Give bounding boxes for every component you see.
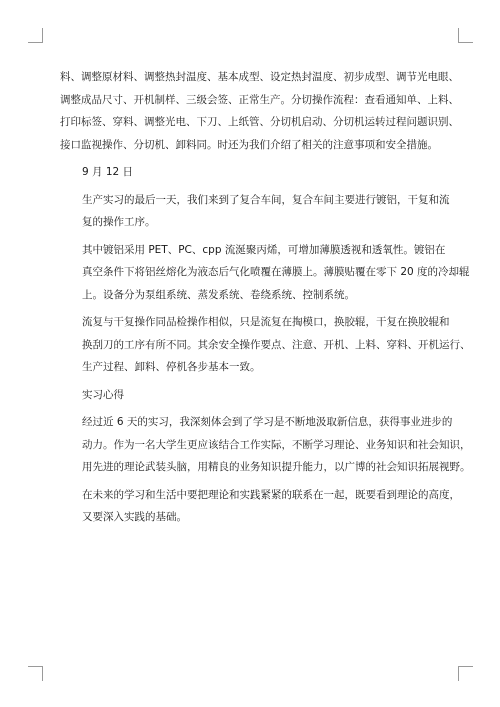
paragraph <box>60 66 459 156</box>
document-body <box>60 66 471 534</box>
text-line: 生产过程、卸料、停机各步基本一致。 <box>82 361 261 373</box>
text-line: 经过近 6 天的实习，我深刻体会到了学习是不断地汲取新信息，获得事业进步的 <box>82 416 453 428</box>
text-line: 打印标签、穿料、调整光电、下刀、上纸管、分切机启动、分切机运转过程问题识别、 <box>60 116 459 128</box>
text-line: 在未来的学习和生活中要把理论和实践紧紧的联系在一起，既要看到理论的高度， <box>82 488 460 501</box>
paragraph <box>60 239 470 307</box>
text-line: 实习心得 <box>82 388 124 401</box>
text-line: 调整成品尺寸、开机制样、三级会签、正常生产。分切操作流程：查看通知单、上料、 <box>60 93 459 106</box>
text-line: 料、调整原材料、调整热封温度、基本成型、设定热封温度、初步成型、调节光电眼、 <box>60 71 459 83</box>
text-line: 接口监视操作、分切机、卸料同。时还为我们介绍了相关的注意事项和安全措施。 <box>60 138 438 151</box>
text-line: 动力。作为一名大学生更应该结合工作实际，不断学习理论、业务知识和社会知识， <box>82 438 471 451</box>
paragraph <box>60 411 471 479</box>
text-line: 其中镀铝采用 PET、PC、cpp 流涎聚丙烯，可增加薄膜透视和透氧性。镀铝在 <box>82 243 446 256</box>
paragraph <box>60 484 460 529</box>
text-line: 9 月 12 日 <box>82 166 134 178</box>
text-line: 真空条件下将铝丝熔化为液态后气化喷覆在薄膜上。薄膜贴覆在零下 20 度的冷却辊 <box>82 266 470 278</box>
crop-mark-top-left <box>28 28 43 43</box>
crop-mark-bottom-right <box>458 666 473 681</box>
text-line: 复的操作工序。 <box>82 216 156 228</box>
paragraph <box>60 384 445 407</box>
text-line: 生产实习的最后一天，我们来到了复合车间，复合车间主要进行镀铝，干复和流 <box>82 193 450 206</box>
paragraph <box>60 189 450 234</box>
text-line: 流复与干复操作同品检操作相似，只是流复在掏模口，换胶辊，干复在换胶辊和 <box>82 316 450 328</box>
text-line: 用先进的理论武装头脑，用精良的业务知识提升能力，以广博的社会知识拓展视野。 <box>82 461 471 473</box>
text-line: 又要深入实践的基础。 <box>82 511 187 523</box>
text-line: 上。设备分为泵组系统、蒸发系统、卷绕系统、控制系统。 <box>82 288 355 301</box>
text-line: 换刮刀的工序有所不同。其余安全操作要点、注意、开机、上料、穿料、开机运行、 <box>82 338 471 351</box>
crop-mark-bottom-left <box>28 666 43 681</box>
paragraph <box>60 311 471 379</box>
paragraph <box>60 161 445 184</box>
crop-mark-top-right <box>458 28 473 43</box>
